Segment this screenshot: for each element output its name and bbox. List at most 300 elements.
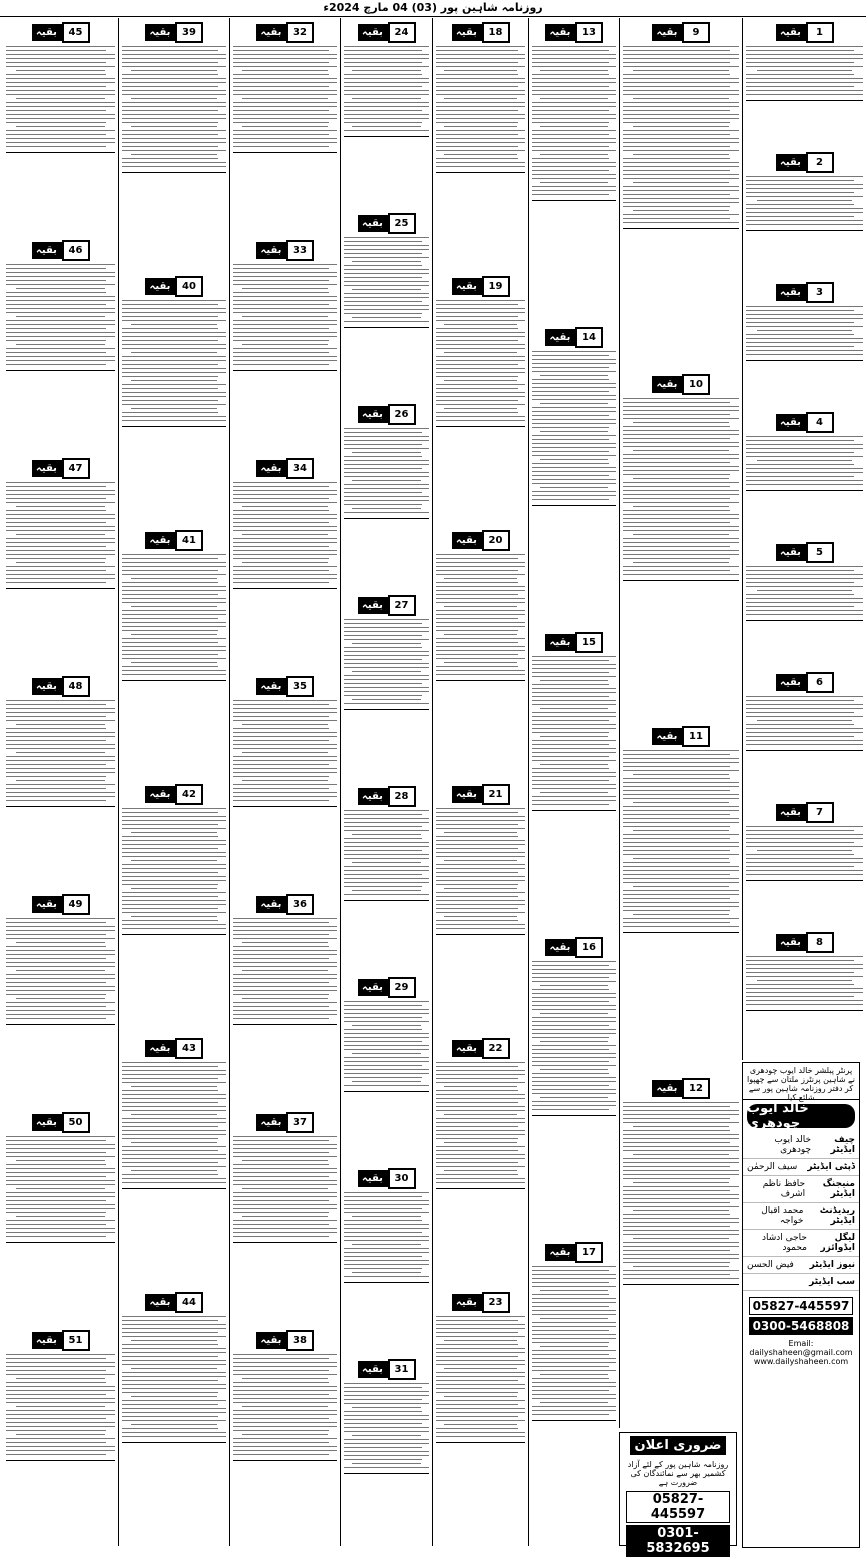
text-line [233, 268, 329, 269]
text-line [746, 180, 854, 181]
text-line [344, 122, 422, 123]
section-divider [344, 1091, 429, 1092]
text-line [6, 740, 106, 741]
article-text-block [233, 264, 337, 365]
text-line [344, 1423, 422, 1424]
text-line [6, 102, 115, 103]
continuation-section [233, 454, 337, 672]
text-line [6, 130, 115, 131]
staff-role-name: حاجی ادشاد محمود [761, 1233, 807, 1253]
text-line [6, 1374, 115, 1375]
text-line [444, 1142, 517, 1143]
text-line [436, 46, 525, 47]
continuation-section [233, 236, 337, 454]
text-line [6, 142, 115, 143]
continuation-marker [746, 152, 863, 173]
text-line [746, 74, 854, 75]
text-line [344, 667, 429, 668]
text-line [436, 1332, 518, 1333]
text-line [540, 375, 609, 376]
text-line [122, 54, 226, 55]
text-line [746, 606, 854, 607]
text-line [532, 1386, 616, 1387]
text-line [122, 90, 226, 91]
text-line [532, 1053, 616, 1054]
text-line [623, 86, 730, 87]
text-line [532, 102, 616, 103]
continuation-number: 26 [388, 404, 416, 425]
article-text-block [623, 1102, 739, 1279]
text-line [6, 578, 115, 579]
text-line [746, 188, 863, 189]
text-line [122, 582, 218, 583]
article-text-block [6, 918, 115, 1019]
text-line [623, 818, 739, 819]
continuation-marker [344, 977, 429, 998]
text-line [352, 126, 422, 127]
text-line [532, 772, 616, 773]
text-line [532, 162, 616, 163]
text-line [122, 304, 218, 305]
continuation-section [623, 722, 739, 1074]
text-line [122, 594, 218, 595]
text-line [6, 1382, 106, 1383]
text-line [436, 816, 525, 817]
continuation-section [746, 18, 863, 148]
text-line [122, 300, 226, 301]
text-line [122, 1158, 226, 1159]
section-divider [6, 152, 115, 153]
text-line [122, 396, 226, 397]
section-divider [746, 750, 863, 751]
text-line [16, 1160, 105, 1161]
text-line [131, 1086, 216, 1087]
text-line [122, 1344, 218, 1345]
text-line [623, 758, 739, 759]
text-line [623, 474, 730, 475]
continuation-marker [344, 786, 429, 807]
continuation-section [233, 672, 337, 890]
continuation-marker [233, 22, 337, 43]
section-divider [233, 806, 337, 807]
text-line [344, 703, 429, 704]
text-line [122, 1328, 226, 1329]
text-line [633, 1266, 728, 1267]
text-line [623, 906, 739, 907]
text-line [436, 1134, 525, 1135]
text-line [436, 654, 518, 655]
text-line [444, 1424, 517, 1425]
text-line [623, 54, 739, 55]
text-line [233, 1200, 329, 1201]
text-line [344, 1021, 429, 1022]
text-line [623, 1246, 739, 1247]
text-line [746, 448, 863, 449]
text-line [16, 1216, 105, 1217]
continuation-section [532, 323, 616, 628]
text-line [122, 602, 226, 603]
continuation-number: 42 [175, 784, 203, 805]
text-line [122, 1138, 218, 1139]
text-line [6, 1006, 106, 1007]
article-text-block [233, 46, 337, 147]
text-line [344, 651, 429, 652]
text-line [6, 926, 115, 927]
text-line [122, 1320, 218, 1321]
text-line [532, 784, 616, 785]
text-line [746, 700, 854, 701]
text-line [352, 1216, 422, 1217]
text-line [233, 736, 337, 737]
text-line [131, 1424, 216, 1425]
text-line [122, 1078, 218, 1079]
text-line [436, 114, 525, 115]
text-line [623, 574, 739, 575]
text-line [436, 848, 518, 849]
text-line [623, 62, 730, 63]
text-line [444, 70, 517, 71]
text-line [233, 1390, 337, 1391]
section-divider [6, 588, 115, 589]
continuation-marker [6, 1330, 115, 1351]
text-line [6, 348, 115, 349]
text-line [532, 46, 616, 47]
text-line [6, 784, 115, 785]
text-line [623, 110, 730, 111]
text-line [233, 1184, 337, 1185]
text-line [623, 186, 739, 187]
continuation-label: بقیہ [652, 24, 682, 41]
text-line [540, 1374, 609, 1375]
text-line [242, 1216, 327, 1217]
text-line [633, 450, 728, 451]
text-line [623, 218, 730, 219]
text-line [233, 130, 337, 131]
text-line [233, 522, 329, 523]
text-line [352, 317, 422, 318]
continuation-label: بقیہ [32, 460, 62, 477]
text-line [6, 74, 106, 75]
text-line [131, 662, 216, 663]
continuation-label: بقیہ [358, 597, 388, 614]
text-line [746, 610, 863, 611]
text-line [436, 1344, 518, 1345]
text-line [344, 281, 429, 282]
text-line [16, 562, 105, 563]
text-line [122, 62, 218, 63]
text-line [623, 558, 730, 559]
text-line [344, 1069, 429, 1070]
text-line [532, 1101, 616, 1102]
text-line [633, 1182, 728, 1183]
text-line [344, 273, 429, 274]
text-line [122, 1324, 226, 1325]
text-line [623, 530, 739, 531]
text-line [344, 90, 429, 91]
text-line [122, 1408, 226, 1409]
text-line [233, 1018, 329, 1019]
text-line [436, 146, 518, 147]
text-line [633, 1154, 728, 1155]
text-line [532, 110, 609, 111]
text-line [344, 679, 429, 680]
text-line [436, 1110, 525, 1111]
text-line [6, 490, 115, 491]
text-line [623, 794, 739, 795]
article-text-block [746, 566, 863, 615]
text-line [233, 78, 337, 79]
text-line [436, 844, 525, 845]
continuation-marker [6, 1112, 115, 1133]
text-line [131, 606, 216, 607]
text-line [122, 1392, 218, 1393]
text-line [131, 1340, 216, 1341]
text-line [6, 1454, 106, 1455]
text-line [6, 1362, 115, 1363]
text-line [623, 850, 730, 851]
text-line [233, 950, 337, 951]
text-line [122, 654, 218, 655]
text-line [746, 314, 863, 315]
text-line [122, 824, 218, 825]
text-line [122, 412, 218, 413]
text-line [233, 1144, 337, 1145]
text-line [233, 946, 329, 947]
text-line [540, 487, 609, 488]
text-line [233, 1192, 337, 1193]
text-line [233, 1382, 329, 1383]
text-line [233, 1176, 329, 1177]
text-line [6, 538, 115, 539]
text-line [344, 50, 422, 51]
continuation-number: 19 [482, 276, 510, 297]
continuation-number: 4 [806, 412, 834, 433]
continuation-label: بقیہ [145, 278, 175, 295]
text-line [344, 245, 429, 246]
text-line [623, 1198, 739, 1199]
text-line [623, 522, 730, 523]
text-line [352, 1435, 422, 1436]
text-line [242, 534, 327, 535]
text-line [16, 752, 105, 753]
continuation-label: بقیہ [652, 1080, 682, 1097]
text-line [6, 1180, 115, 1181]
text-line [6, 918, 115, 919]
continuation-section [532, 1238, 616, 1543]
text-line [233, 582, 329, 583]
text-line [746, 708, 863, 709]
continuation-section [344, 1355, 429, 1546]
text-line [532, 660, 609, 661]
continuation-section [623, 370, 739, 722]
continuation-label: بقیہ [452, 278, 482, 295]
text-line [16, 1406, 105, 1407]
text-line [746, 704, 863, 705]
text-line [532, 443, 616, 444]
text-line [122, 376, 218, 377]
text-line [122, 340, 218, 341]
text-line [344, 818, 429, 819]
text-line [122, 610, 226, 611]
section-divider [233, 370, 337, 371]
text-line [344, 886, 422, 887]
continuation-marker [746, 542, 863, 563]
text-line [436, 1078, 518, 1079]
text-line [436, 78, 525, 79]
text-line [623, 50, 730, 51]
text-line [532, 800, 616, 801]
text-line [6, 1140, 106, 1141]
text-line [633, 830, 728, 831]
text-line [532, 1073, 609, 1074]
text-line [6, 772, 115, 773]
text-line [352, 643, 422, 644]
text-line [122, 1372, 226, 1373]
text-line [233, 142, 337, 143]
continuation-marker [6, 240, 115, 261]
continuation-label: بقیہ [358, 1361, 388, 1378]
text-line [746, 582, 854, 583]
text-line [623, 114, 739, 115]
text-line [6, 138, 115, 139]
text-line [122, 928, 226, 929]
text-line [623, 842, 739, 843]
text-line [344, 1431, 429, 1432]
text-line [242, 780, 327, 781]
text-line [344, 130, 429, 131]
text-line [540, 1346, 609, 1347]
article-text-block [233, 1136, 337, 1237]
text-line [436, 1428, 518, 1429]
text-line [233, 1236, 329, 1237]
text-line [344, 1443, 429, 1444]
text-line [436, 884, 518, 885]
text-line [233, 110, 329, 111]
text-line [122, 820, 226, 821]
text-line [131, 1396, 216, 1397]
text-line [532, 1382, 616, 1383]
text-line [122, 1098, 226, 1099]
continuation-label: بقیہ [358, 1170, 388, 1187]
text-line [122, 670, 226, 671]
text-line [233, 716, 329, 717]
text-line [623, 486, 730, 487]
text-line [6, 106, 115, 107]
text-line [242, 1378, 327, 1379]
text-line [532, 483, 616, 484]
section-divider [122, 1188, 226, 1189]
text-line [6, 1410, 115, 1411]
text-line [233, 340, 329, 341]
text-line [6, 800, 106, 801]
text-line [757, 200, 853, 201]
continuation-number: 49 [62, 894, 90, 915]
continuation-label: بقیہ [776, 544, 806, 561]
text-line [532, 1033, 616, 1034]
continuation-marker [233, 1112, 337, 1133]
article-text-block [436, 300, 525, 421]
text-line [6, 498, 106, 499]
text-line [623, 1242, 739, 1243]
text-line [6, 1172, 115, 1173]
text-line [344, 74, 422, 75]
continuation-section [623, 1074, 739, 1426]
text-line [233, 106, 337, 107]
text-line [344, 114, 429, 115]
text-line [122, 808, 226, 809]
text-line [233, 82, 337, 83]
text-line [532, 1045, 616, 1046]
text-line [623, 130, 739, 131]
article-text-block [233, 700, 337, 801]
text-line [757, 70, 853, 71]
text-line [436, 348, 525, 349]
continuation-label: بقیہ [145, 1294, 175, 1311]
text-line [623, 1174, 739, 1175]
text-line [746, 866, 854, 867]
text-line [344, 82, 429, 83]
text-line [746, 66, 863, 67]
text-line [344, 257, 429, 258]
continuation-marker [746, 282, 863, 303]
text-line [233, 46, 337, 47]
continuation-section [746, 538, 863, 668]
text-line [233, 264, 337, 265]
text-line [6, 332, 115, 333]
text-line [6, 1390, 115, 1391]
text-line [122, 368, 226, 369]
text-line [122, 46, 226, 47]
text-line [532, 174, 616, 175]
text-line [122, 392, 226, 393]
text-line [233, 58, 337, 59]
text-line [436, 602, 525, 603]
continuation-label: بقیہ [776, 674, 806, 691]
continuation-section [6, 1108, 115, 1326]
text-line [436, 1372, 525, 1373]
text-line [131, 352, 216, 353]
text-line [122, 638, 226, 639]
text-line [233, 1366, 337, 1367]
text-line [532, 1366, 609, 1367]
continuation-label: بقیہ [358, 788, 388, 805]
text-line [532, 383, 616, 384]
text-line [532, 1414, 609, 1415]
text-line [131, 126, 216, 127]
text-line [122, 658, 226, 659]
text-line [122, 880, 226, 881]
text-line [532, 62, 609, 63]
section-divider [623, 580, 739, 581]
text-line [436, 142, 525, 143]
text-line [436, 1070, 525, 1071]
text-line [623, 1114, 739, 1115]
text-line [436, 106, 525, 107]
text-line [746, 842, 854, 843]
continuation-section [746, 148, 863, 278]
continuation-section [122, 18, 226, 272]
text-line [16, 316, 105, 317]
text-line [122, 1352, 226, 1353]
text-line [6, 966, 115, 967]
article-text-block [532, 351, 616, 500]
continuation-marker [623, 22, 739, 43]
text-line [122, 1356, 218, 1357]
text-line [746, 216, 854, 217]
text-line [746, 354, 863, 355]
text-line [6, 700, 115, 701]
text-line [6, 1394, 106, 1395]
